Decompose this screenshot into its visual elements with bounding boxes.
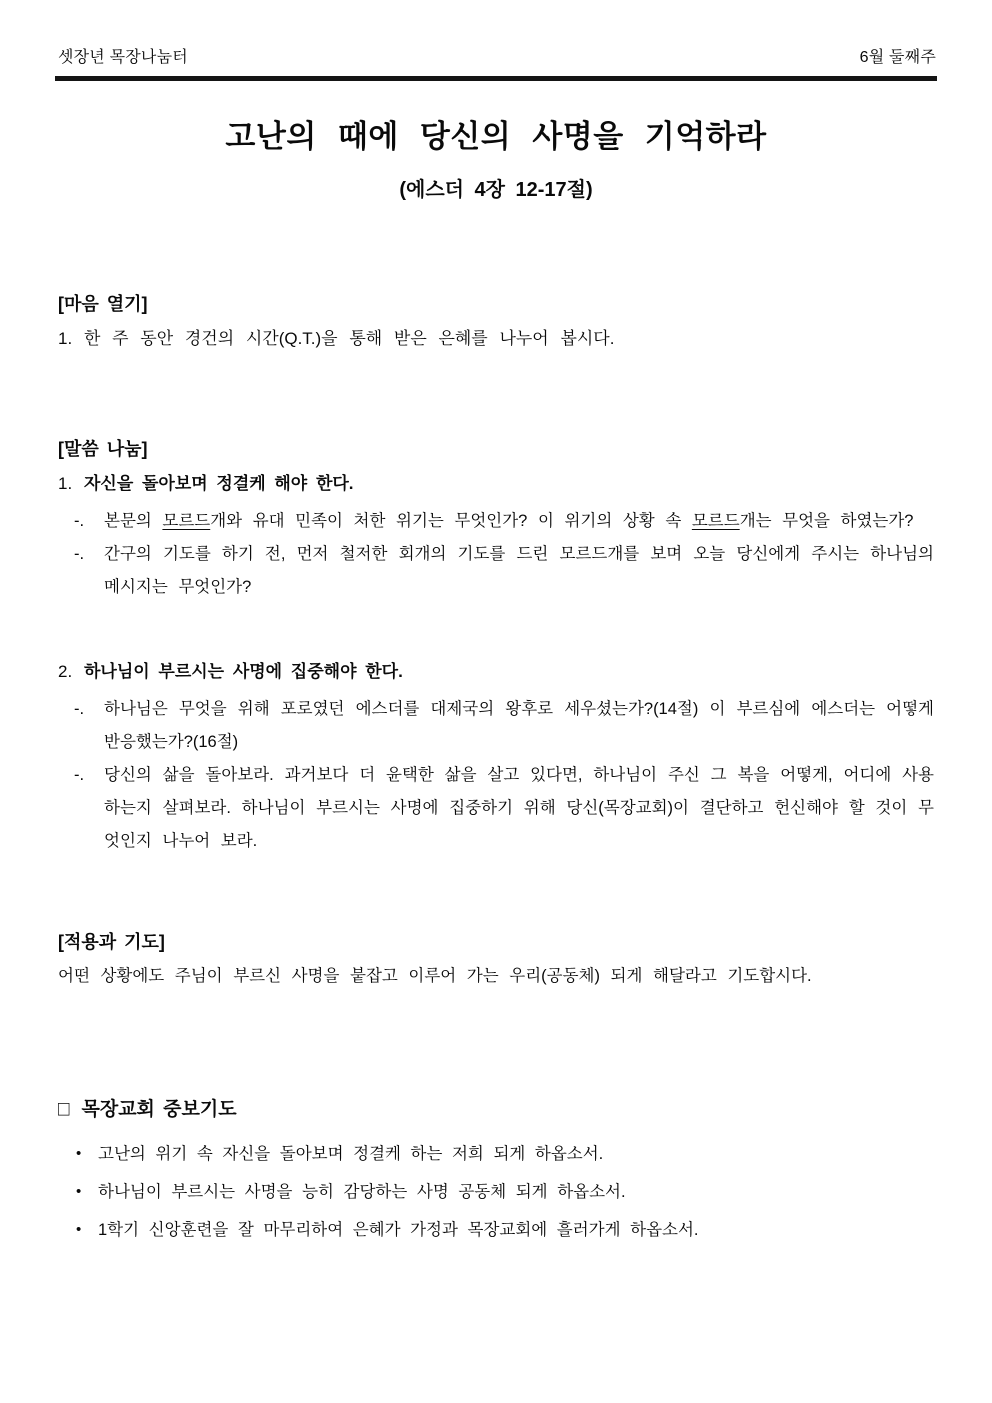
list-item [74, 693, 934, 759]
header-right-label: 6월 둘째주 [859, 49, 936, 66]
list-item [74, 505, 934, 538]
section-heading-heart-opening: [마음 열기] [58, 294, 148, 314]
document-content [58, 292, 934, 1241]
point-title: 자신을 돌아보며 정결케 해야 한다. [84, 474, 354, 493]
underlined-text: 모르드 [162, 512, 211, 530]
dash-marker: -. [74, 700, 85, 718]
list-item [74, 759, 934, 858]
word-sharing-point-1 [58, 472, 934, 496]
point-number: 1. [58, 474, 73, 493]
point-1-bullets [58, 505, 934, 604]
list-item-text: 당신의 삶을 돌아보라. 과거보다 더 윤택한 삶을 살고 있다면, 하나님이 주신 그 복을 어떻게, 어디에 사용하는지 살펴보라. 하나님이 부르시는 사명에 집중하기 위해 당신(목장교회)이 결단하고 헌신해야 할 것이 무엇인지 나누어 보라. [104, 766, 934, 850]
dash-marker: -. [74, 545, 85, 563]
list-item [76, 1143, 934, 1165]
bullet-icon: • [76, 1183, 82, 1200]
prayer-text: 1학기 신앙훈련을 잘 마무리하여 은혜가 가정과 목장교회에 흘러가게 하옵소서. [98, 1221, 699, 1239]
prayer-text: 고난의 위기 속 자신을 돌아보며 정결케 하는 저희 되게 하옵소서. [98, 1145, 604, 1163]
header-divider [55, 76, 937, 81]
section-heading-word-sharing: [말씀 나눔] [58, 439, 148, 459]
underlined-text: 모르드 [691, 512, 740, 530]
page-title: 고난의 때에 당신의 사명을 기억하라 [225, 119, 767, 154]
list-item [74, 538, 934, 604]
page-header [58, 44, 936, 67]
intercession-heading-label: 목장교회 중보기도 [81, 1099, 237, 1120]
checkbox-icon: □ [58, 1097, 70, 1121]
header-left-label: 셋장년 목장나눔터 [58, 49, 188, 66]
item-text: 한 주 동안 경건의 시간(Q.T.)을 통해 받은 은혜를 나누어 봅시다. [84, 329, 615, 348]
dash-marker: -. [74, 512, 85, 530]
point-title: 하나님이 부르시는 사명에 집중해야 한다. [84, 662, 403, 681]
list-item [76, 1219, 934, 1241]
point-number: 2. [58, 662, 73, 681]
bullet-icon: • [76, 1221, 82, 1238]
dash-marker: -. [74, 766, 85, 784]
text-segment: 개는 무엇을 하였는가? [739, 512, 914, 530]
list-item-text: 하나님은 무엇을 위해 포로였던 에스더를 대제국의 왕후로 세우셨는가?(14절) 이 부르심에 에스더는 어떻게 반응했는가?(16절) [104, 700, 934, 751]
scripture-reference: (에스더 4장 12-17절) [399, 179, 593, 201]
heart-opening-item [58, 327, 934, 351]
section-heading-application-prayer: [적용과 기도] [58, 932, 165, 952]
text-segment: 개와 유대 민족이 처한 위기는 무엇인가? 이 위기의 상황 속 [210, 512, 692, 530]
point-2-bullets [58, 693, 934, 858]
item-number: 1. [58, 329, 73, 348]
intercession-heading [58, 1098, 934, 1122]
list-item [76, 1181, 934, 1203]
bullet-icon: • [76, 1145, 82, 1162]
list-item-text: 간구의 기도를 하기 전, 먼저 철저한 회개의 기도를 드린 모르드개를 보며 오늘 당신에게 주시는 하나님의 메시지는 무엇인가? [104, 545, 934, 596]
text-segment: 본문의 [104, 512, 163, 530]
intercession-prayer-list [76, 1143, 934, 1241]
application-prayer-text: 어떤 상황에도 주님이 부르신 사명을 붙잡고 이루어 가는 우리(공동체) 되게 해달라고 기도합시다. [58, 967, 812, 985]
word-sharing-point-2 [58, 660, 934, 684]
title-block [0, 111, 992, 202]
prayer-text: 하나님이 부르시는 사명을 능히 감당하는 사명 공동체 되게 하옵소서. [98, 1183, 626, 1201]
list-item-text [104, 505, 934, 538]
